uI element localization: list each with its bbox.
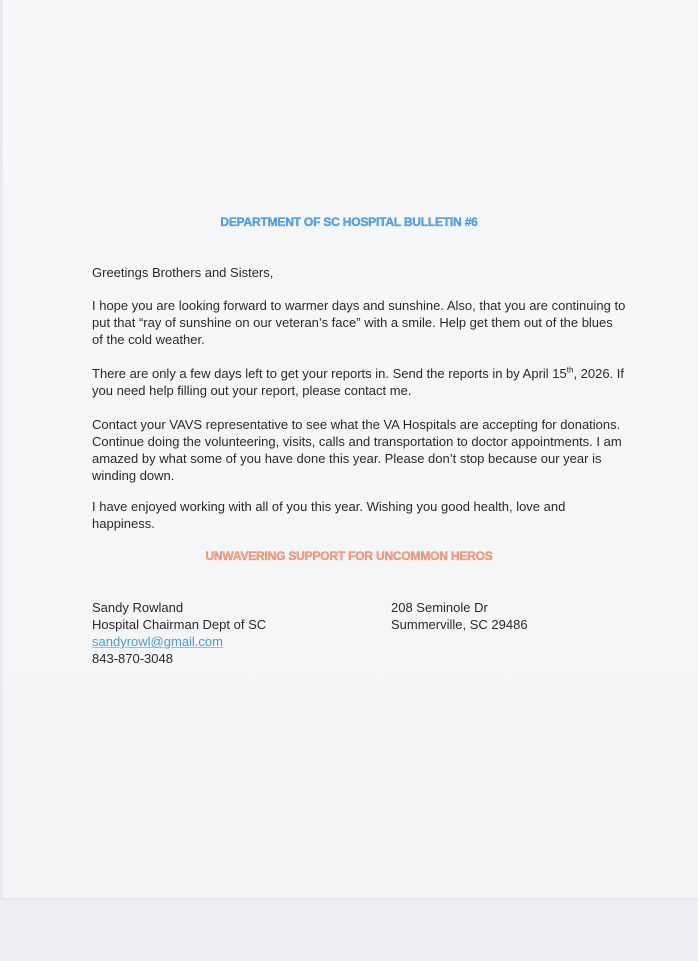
paragraph-reports-end: , 2026. If you need help filling out your report, please contact me. (92, 366, 625, 398)
address-street: 208 Seminole Dr (391, 600, 488, 615)
paragraph-reports (92, 365, 627, 399)
paragraph-sunshine: I hope you are looking forward to warmer days and sunshine. Also, that you are continuing to put that “ray of sunshine on our veteran’s face” with a smile. Help get them out of the blues of the cold weather. (92, 298, 626, 347)
ordinal-suffix: th (566, 365, 574, 375)
signature-block (92, 599, 266, 667)
paragraph-closing: I have enjoyed working with all of you this year. Wishing you good health, love and happiness. (92, 499, 566, 531)
signer-position: Hospital Chairman Dept of SC (92, 617, 267, 632)
paragraph-reports-start: There are only a few days left to get your reports in. Send the reports in by April 15 (92, 366, 567, 381)
address-city: Summerville, SC 29486 (391, 617, 528, 632)
scan-edge-bottom (0, 898, 698, 961)
greeting-line: Greetings Brothers and Sisters, (92, 265, 274, 280)
motto-banner: UNWAVERING SUPPORT FOR UNCOMMON HEROS (205, 549, 493, 563)
phone-number: 843-870-3048 (92, 651, 173, 666)
paragraph-vavs: Contact your VAVS representative to see what the VA Hospitals are accepting for donations. Continue doing the volunteering, visits, calls and transportation to doctor appointments. I am amazed by what some of you have done this year. Please don’t stop because our year is winding down. (92, 417, 622, 483)
address-block (391, 599, 528, 633)
email-link[interactable]: sandyrowl@gmail.com (92, 634, 223, 649)
scan-edge-left (0, 0, 3, 898)
signer-name: Sandy Rowland (92, 600, 184, 615)
bulletin-title: DEPARTMENT OF SC HOSPITAL BULLETIN #6 (220, 215, 478, 229)
